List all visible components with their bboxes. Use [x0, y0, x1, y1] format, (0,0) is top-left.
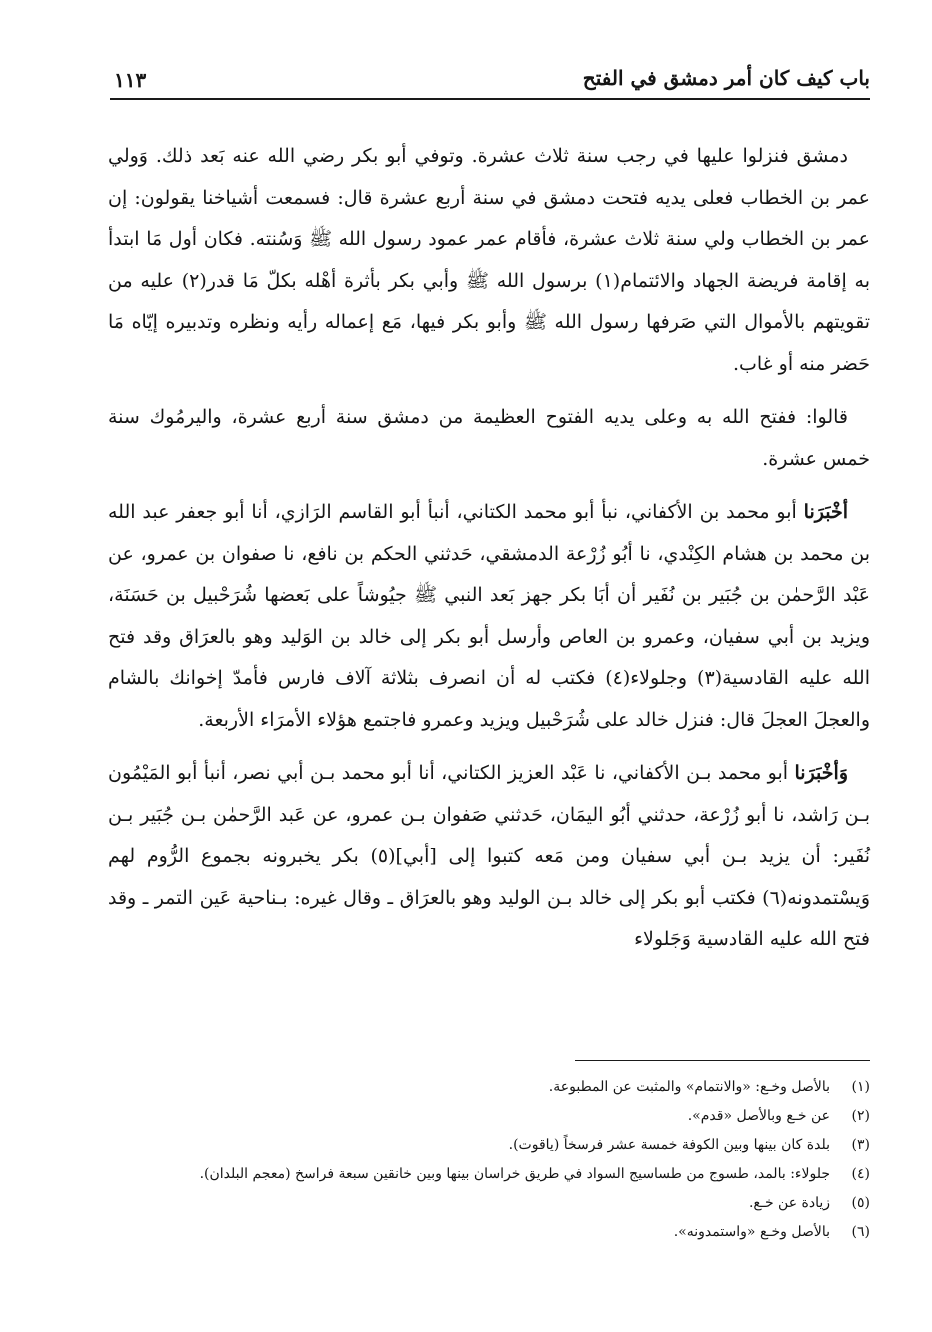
running-header — [110, 58, 870, 100]
footnote-text: عن خـع وبالأصل «قدم». — [687, 1108, 830, 1124]
footnote — [108, 1220, 870, 1245]
footnote-number: (٣) — [851, 1137, 870, 1153]
chapter-title: باب كيف كان أمر دمشق في الفتح — [582, 66, 870, 90]
footnote-number: (٥) — [851, 1195, 870, 1211]
paragraph-lead: وَأخْبَرَنا — [794, 762, 848, 784]
paragraph — [108, 753, 870, 961]
footnote-number: (٤) — [851, 1166, 870, 1182]
footnote — [108, 1191, 870, 1216]
paragraph-text: دمشق فنزلوا عليها في رجب سنة ثلاث عشرة. وتوفي أبو بكر رضي الله عنه بَعد ذلك. وَولي عمر بن الخطاب فعلى يديه فتحت دمشق في سنة أربع عشرة قال: فسمعت أشياخنا يقولون: إن عمر بن الخطاب ولي سنة ثلاث عشرة، فأقام عمر عمود رسول الله ﷺ وَسُنته. فكان أول مَا ابتدأ به إقامة فريضة الجهاد والائتمام(١) برسول الله ﷺ وأبي بكر بأثرة أهْله بكلّ مَا قدر(٢) عليه من تقويتهم بالأموال التي صَرفها رسول الله ﷺ وأبو بكر فيها، مَع إعماله رأيه ونظره وتدبيره إيّاه مَا حَضر منه أو غاب. — [108, 145, 870, 375]
page-number: ١١٣ — [114, 68, 147, 92]
paragraph-text: أبو محمد بـن الأكفاني، نا عَبْد العزيز الكتاني، أنا أبو محمد بـن أبي نصر، أنبأ أبو المَيْمُون بـن رَاشد، نا أبو زُرْعة، حدثني أبُو اليمَان، حَدثني صَفوان بـن عمرو، عن عَبد الرَّحمٰن بـن جُبَير بـن نُفَير: أن يزيد بـن أبي سفيان ومن مَعه كتبوا إلى [أبي](٥) بكر يخبرونه بجموع الرُّوم لهم وَيسْتمدونه(٦) فكتب أبو بكر إلى خالد بـن الوليد وهو بالعرَاق ـ وقال غيره: بـناحية عَين التمر ـ وقد فتح الله عليه القادسية وَجَلولاء — [108, 762, 870, 950]
paragraph — [108, 397, 870, 480]
footnote-number: (١) — [851, 1079, 870, 1095]
paragraph — [108, 492, 870, 741]
footnote-text: بلدة كان بينها وبين الكوفة خمسة عشر فرسخاً (ياقوت). — [508, 1137, 830, 1153]
footnote — [108, 1162, 870, 1187]
paragraph-text: أبو محمد بن الأكفاني، نبأ أبو محمد الكتاني، أنبأ أبو القاسم الرَازي، أنا أبو جعفر عبد الله بن محمد بن هشام الكِنْدي، نا أبُو زُرْعة الدمشقي، حَدثني الحكم بن نافع، نا صفوان بن عمرو، عن عَبْد الرَّحمٰن بن جُبَير بن نُفَير أن أبَا بكر جهز بَعد النبي ﷺ جيُوشاً على بَعضها شُرَحْبيل بن حَسَنَة، ويزيد بن أبي سفيان، وعمرو بن العاص وأرسل أبو بكر إلى خالد بن الوَليد وهو بالعرَاق وقد فتح الله عليه القادسية(٣) وجلولاء(٤) فكتب له أن انصرف بثلاثة آلاف فارس فأمدّ إخوانك بالشام والعجلَ العجلَ قال: فنزل خالد على شُرَحْبيل ويزيد وعمرو فاجتمع هؤلاء الأمرَاء الأربعة. — [108, 501, 870, 731]
footnote — [108, 1075, 870, 1100]
paragraph-lead: أخْبَرَنا — [803, 501, 848, 523]
paragraph — [108, 136, 870, 385]
footnote — [108, 1104, 870, 1129]
footnote-text: زيادة عن خـع. — [748, 1195, 830, 1211]
footnote-number: (٢) — [851, 1108, 870, 1124]
footnotes — [108, 1075, 870, 1249]
footnote — [108, 1133, 870, 1158]
footnote-text: بالأصل وخـع «واستمدونه». — [673, 1224, 830, 1240]
paragraph-text: قالوا: ففتح الله به وعلى يديه الفتوح العظيمة من دمشق سنة أربع عشرة، واليرمُوك سنة خمس عشرة. — [108, 406, 870, 470]
main-text — [108, 136, 870, 973]
footnote-text: جلولاء: بالمد، طسوج من طساسيج السواد في طريق خراسان بينها وبين خانقين سبعة فراسخ (معجم البلدان). — [199, 1166, 830, 1182]
footnote-text: بالأصل وخـع: «والانتمام» والمثبت عن المطبوعة. — [548, 1079, 830, 1095]
footnote-divider — [575, 1060, 870, 1061]
footnote-number: (٦) — [851, 1224, 870, 1240]
